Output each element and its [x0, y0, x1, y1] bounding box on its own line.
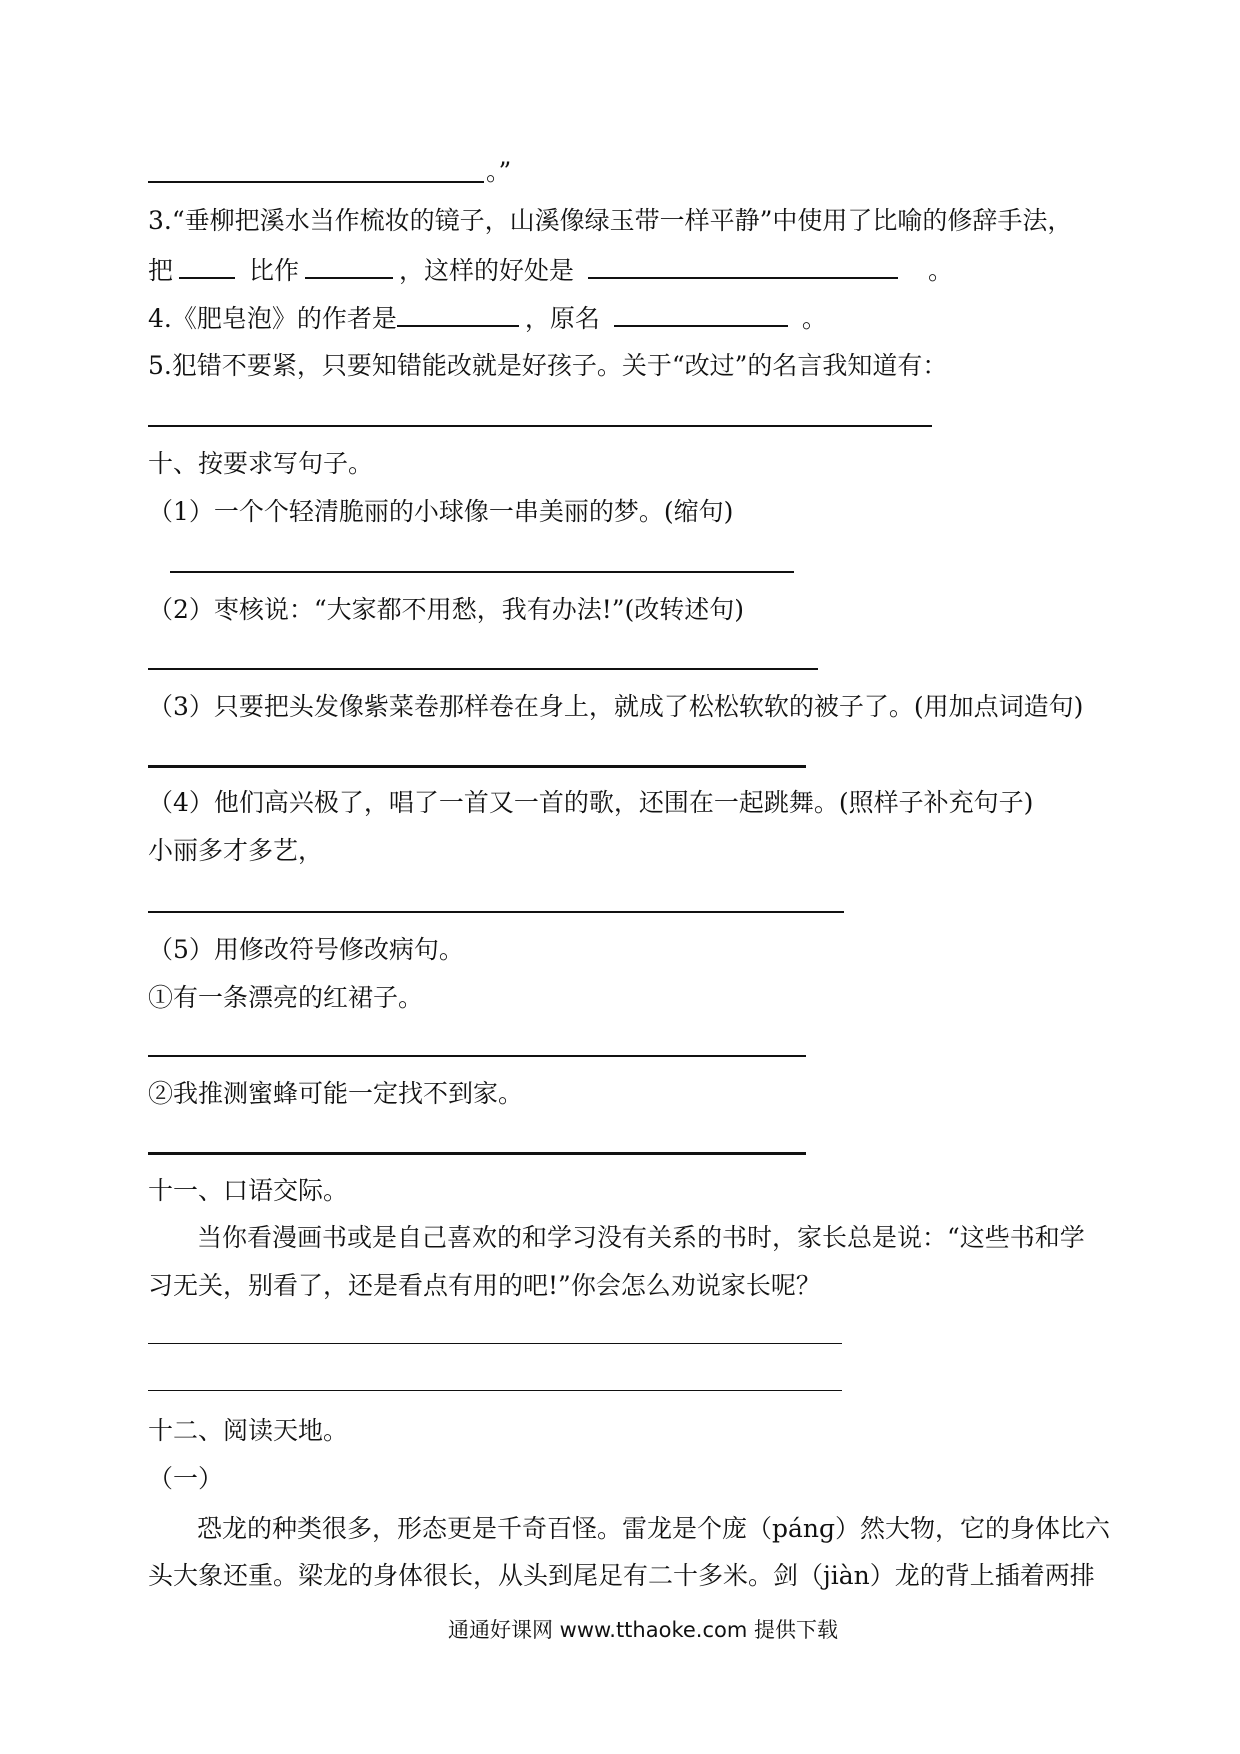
s11-answer-line-1[interactable] — [148, 1343, 842, 1344]
s11-answer-line-2[interactable] — [148, 1390, 842, 1391]
answer-line[interactable] — [148, 181, 484, 183]
s10-item-3-answer-line[interactable] — [148, 765, 806, 768]
s11-paragraph-line-2: 习无关，别看了，还是看点有用的吧!”你会怎么劝说家长呢？ — [148, 1271, 821, 1300]
s10-item-3: （3）只要把头发像紫菜卷那样卷在身上，就成了松松软软的被子了。(用加点词造句) — [148, 692, 1084, 721]
s10-item-5-a-answer-line[interactable] — [148, 1055, 806, 1057]
q3-bizuo-label: 比作 — [248, 256, 299, 285]
section-11-heading: 十一、口语交际。 — [148, 1176, 349, 1205]
q3-blank-1[interactable] — [179, 253, 235, 279]
s10-item-5-b-answer-line[interactable] — [148, 1152, 806, 1155]
s10-item-1-answer-line[interactable] — [170, 571, 794, 573]
closing-quote: 。” — [486, 157, 512, 186]
s11-paragraph-line-1: 当你看漫画书或是自己喜欢的和学习没有关系的书时，家长总是说：“这些书和学 — [197, 1223, 1085, 1252]
q4-prefix: 4.《肥皂泡》的作者是 — [148, 304, 397, 333]
footer-credit: 通通好课网 www.tthaoke.com 提供下载 — [448, 1618, 838, 1642]
section-12-heading: 十二、阅读天地。 — [148, 1416, 349, 1445]
q4-end: 。 — [801, 304, 827, 333]
s12-paragraph-line-1: 恐龙的种类很多，形态更是千奇百怪。雷龙是个庞（pánɡ）然大物，它的身体比六 — [197, 1514, 1111, 1543]
question-4-line — [148, 301, 827, 335]
q3-blank-3[interactable] — [588, 253, 898, 279]
question-5-text: 5.犯错不要紧，只要知错能改就是好孩子。关于“改过”的名言我知道有： — [148, 351, 948, 380]
q3-haochu-label: ，这样的好处是 — [398, 256, 574, 285]
q4-blank-realname[interactable] — [614, 301, 788, 327]
s10-item-4-example: 小丽多才多艺， — [148, 836, 324, 865]
q4-blank-author[interactable] — [397, 301, 519, 327]
section-10-heading: 十、按要求写句子。 — [148, 449, 374, 478]
q3-blank-2[interactable] — [305, 253, 393, 279]
s10-item-5-b: ②我推测蜜蜂可能一定找不到家。 — [148, 1079, 524, 1108]
question-3-text: 3.“垂柳把溪水当作梳妆的镜子，山溪像绿玉带一样平静”中使用了比喻的修辞手法， — [148, 206, 1073, 235]
s10-item-2: （2）枣核说：“大家都不用愁，我有办法!”(改转述句) — [148, 595, 745, 624]
s10-item-1: （1）一个个轻清脆丽的小球像一串美丽的梦。(缩句) — [148, 497, 734, 526]
s12-subheading: （一） — [148, 1464, 224, 1493]
q3-end: 。 — [928, 256, 954, 285]
question-3-blanks-line — [148, 253, 953, 287]
s12-paragraph-line-2: 头大象还重。梁龙的身体很长，从头到尾足有二十多米。剑（jiàn）龙的背上插着两排 — [148, 1561, 1095, 1590]
s10-item-4: （4）他们高兴极了，唱了一首又一首的歌，还围在一起跳舞。(照样子补充句子) — [148, 788, 1034, 817]
s10-item-5-a: ①有一条漂亮的红裙子。 — [148, 983, 424, 1012]
s10-item-4-answer-line[interactable] — [148, 911, 844, 913]
q5-answer-line[interactable] — [148, 425, 932, 427]
s10-item-2-answer-line[interactable] — [148, 668, 818, 670]
q3-ba-label: 把 — [148, 256, 174, 285]
s10-item-5: （5）用修改符号修改病句。 — [148, 935, 464, 964]
q4-mid: ，原名 — [524, 304, 600, 333]
